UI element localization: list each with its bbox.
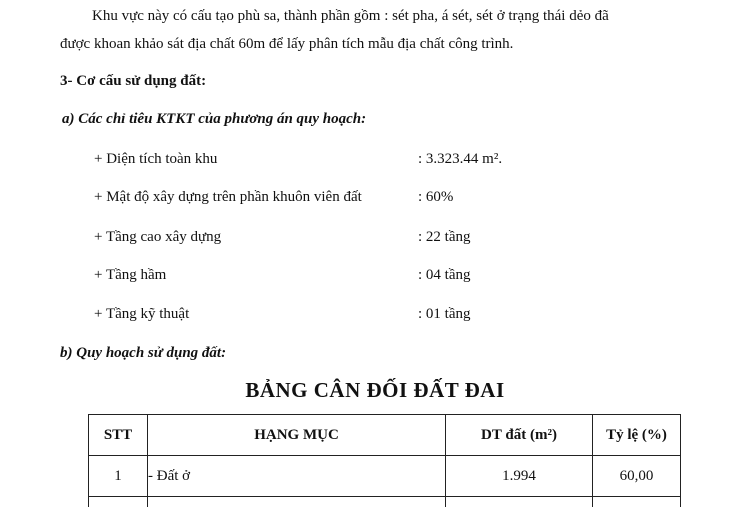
intro-line-1: Khu vực này có cấu tạo phù sa, thành phần gồm : sét pha, á sét, sét ở trạng thái dẻo đã bbox=[92, 6, 609, 26]
spec-label: + Tầng cao xây dựng bbox=[94, 227, 221, 247]
header-area: DT đất (m²) bbox=[446, 415, 593, 456]
section-3-heading: 3- Cơ cấu sử dụng đất: bbox=[60, 71, 206, 91]
cell-item: - Đất ở bbox=[148, 456, 446, 497]
spec-row-floors bbox=[94, 227, 654, 247]
header-percent: Tỷ lệ (%) bbox=[593, 415, 681, 456]
table-row bbox=[89, 456, 681, 497]
spec-value: : 60% bbox=[418, 187, 453, 207]
cell-area: 1.994 bbox=[446, 456, 593, 497]
spec-value: : 3.323.44 m². bbox=[418, 149, 502, 169]
table-row-cut-off bbox=[89, 497, 681, 507]
spec-value: : 22 tầng bbox=[418, 227, 471, 247]
spec-label: + Tầng kỹ thuật bbox=[94, 304, 189, 324]
subsection-a-heading: a) Các chỉ tiêu KTKT của phương án quy hoạch: bbox=[62, 109, 366, 129]
spec-label: + Diện tích toàn khu bbox=[94, 149, 217, 169]
spec-label: + Tầng hầm bbox=[94, 265, 166, 285]
spec-row-total-area bbox=[94, 149, 654, 169]
cell-stt: 1 bbox=[89, 456, 148, 497]
spec-row-technical-floors bbox=[94, 304, 654, 324]
intro-line-2: được khoan khảo sát địa chất 60m để lấy phân tích mẫu địa chất công trình. bbox=[60, 34, 513, 54]
spec-row-basements bbox=[94, 265, 654, 285]
land-balance-table bbox=[88, 414, 681, 507]
table-header-row bbox=[89, 415, 681, 456]
cell-percent: 60,00 bbox=[593, 456, 681, 497]
subsection-b-heading: b) Quy hoạch sử dụng đất: bbox=[60, 343, 226, 363]
spec-value: : 01 tầng bbox=[418, 304, 471, 324]
spec-row-building-density bbox=[94, 187, 654, 207]
header-item: HẠNG MỤC bbox=[148, 415, 446, 456]
header-stt: STT bbox=[89, 415, 148, 456]
spec-label: + Mật độ xây dựng trên phần khuôn viên đất bbox=[94, 187, 362, 207]
spec-value: : 04 tầng bbox=[418, 265, 471, 285]
table-title: BẢNG CÂN ĐỐI ĐẤT ĐAI bbox=[0, 377, 750, 403]
